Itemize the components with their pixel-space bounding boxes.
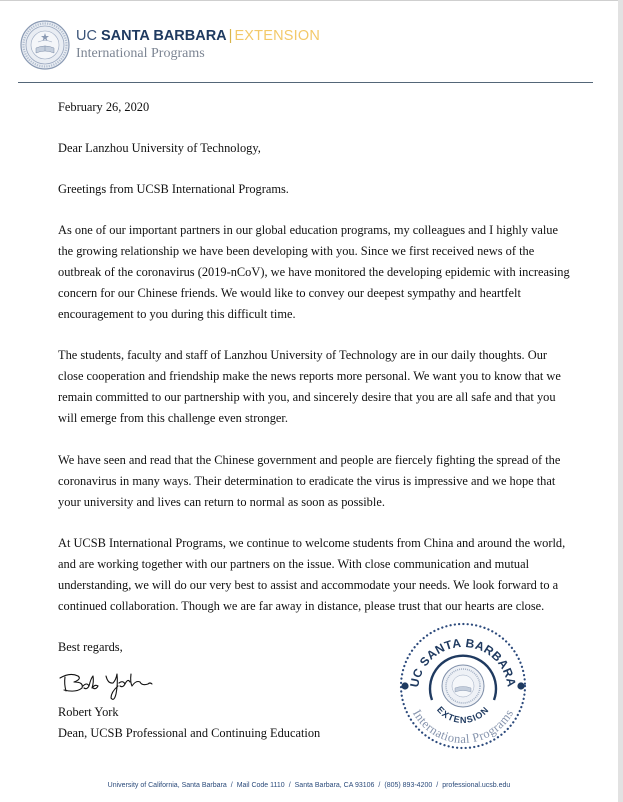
letter-greeting: Greetings from UCSB International Programs. <box>58 182 289 196</box>
stamp-top-text: UC SANTA BARBARA <box>407 635 519 689</box>
signer-name: Robert York <box>58 705 119 719</box>
footer-separator: / <box>378 782 381 789</box>
brand-extension: EXTENSION <box>234 28 321 45</box>
paragraph-line: the growing relationship we have been developing with you. Since we first received news of the <box>58 244 535 259</box>
paragraph-line: coronavirus in many ways. Their determination to eradicate the virus is impressive and we hope that <box>58 474 556 489</box>
svg-text:EXTENSION <box>435 704 491 725</box>
paragraph-line: As one of our important partners in our global education programs, my colleagues and I highly value <box>58 223 558 237</box>
paragraph-line: understanding, we will do our very best to assist and accommodate your needs. We look forward to a <box>58 578 559 593</box>
paragraph-line: outbreak of the coronavirus (2019-nCoV), we have monitored the developing epidemic with increasing <box>58 265 570 280</box>
handwritten-signature-icon <box>56 668 156 704</box>
letter-paragraph <box>58 450 578 513</box>
extension-stamp-seal-icon <box>388 620 538 756</box>
letter-paragraph <box>58 220 578 325</box>
brand-santa-barbara: SANTA BARBARA <box>100 28 227 45</box>
paragraph-line: We have seen and read that the Chinese government and people are fiercely fighting the spread of the <box>58 453 561 467</box>
signer-title: Dean, UCSB Professional and Continuing Education <box>58 726 321 740</box>
paragraph-line: remain committed to our partnership with you, and sincerely desire that you are all safe and that you <box>58 390 556 405</box>
paragraph-line: At UCSB International Programs, we continue to welcome students from China and around the world, <box>58 536 566 550</box>
footer-separator: / <box>230 782 233 789</box>
footer-mail-code: Mail Code 1110 <box>236 782 285 789</box>
letter-paragraph <box>58 345 578 429</box>
footer-separator: / <box>436 782 439 789</box>
brand-uc: UC <box>76 28 97 45</box>
stamp-bottom-text: International Programs <box>409 707 517 747</box>
paragraph-line: The students, faculty and staff of Lanzhou University of Technology are in our daily thoughts. Our <box>58 348 548 362</box>
footer-phone: (805) 893-4200 <box>384 782 433 789</box>
letterhead-logo <box>20 20 320 70</box>
footer-institution: University of California, Santa Barbara <box>107 782 227 789</box>
paragraph-line: will emerge from this challenge even stronger. <box>58 411 288 426</box>
svg-text:International Programs <box>410 707 516 746</box>
vertical-scrollbar[interactable] <box>618 0 623 802</box>
uc-seal-icon <box>20 20 70 70</box>
paragraph-line: close cooperation and friendship make the news reports more personal. We want you to know that we <box>58 369 561 384</box>
letter-paragraph <box>58 533 578 617</box>
brand-subtitle: International Programs <box>76 45 205 61</box>
footer-website: professional.ucsb.edu <box>442 782 511 789</box>
letter-closing: Best regards, <box>58 640 123 654</box>
footer-address: Santa Barbara, CA 93106 <box>294 782 375 789</box>
brand-text <box>76 29 320 61</box>
paragraph-line: concern for our Chinese friends. We would like to convey our deepest sympathy and heartfelt <box>58 286 521 301</box>
letter-salutation: Dear Lanzhou University of Technology, <box>58 141 261 155</box>
footer-separator: / <box>288 782 291 789</box>
paragraph-line: your university and lives can return to normal as soon as possible. <box>58 495 385 510</box>
letter-date: February 26, 2020 <box>58 100 150 114</box>
header-divider <box>18 82 593 83</box>
paragraph-line: and are working together with our partners on the issue. With close communication and mutual <box>58 557 530 572</box>
letter-footer <box>0 782 618 789</box>
brand-separator: | <box>228 28 233 45</box>
paragraph-line: continued collaboration. Though we are far away in distance, please trust that our hearts are close. <box>58 599 545 614</box>
stamp-middle-text: EXTENSION <box>434 704 492 726</box>
paragraph-line: encouragement to you during this difficult time. <box>58 307 296 322</box>
